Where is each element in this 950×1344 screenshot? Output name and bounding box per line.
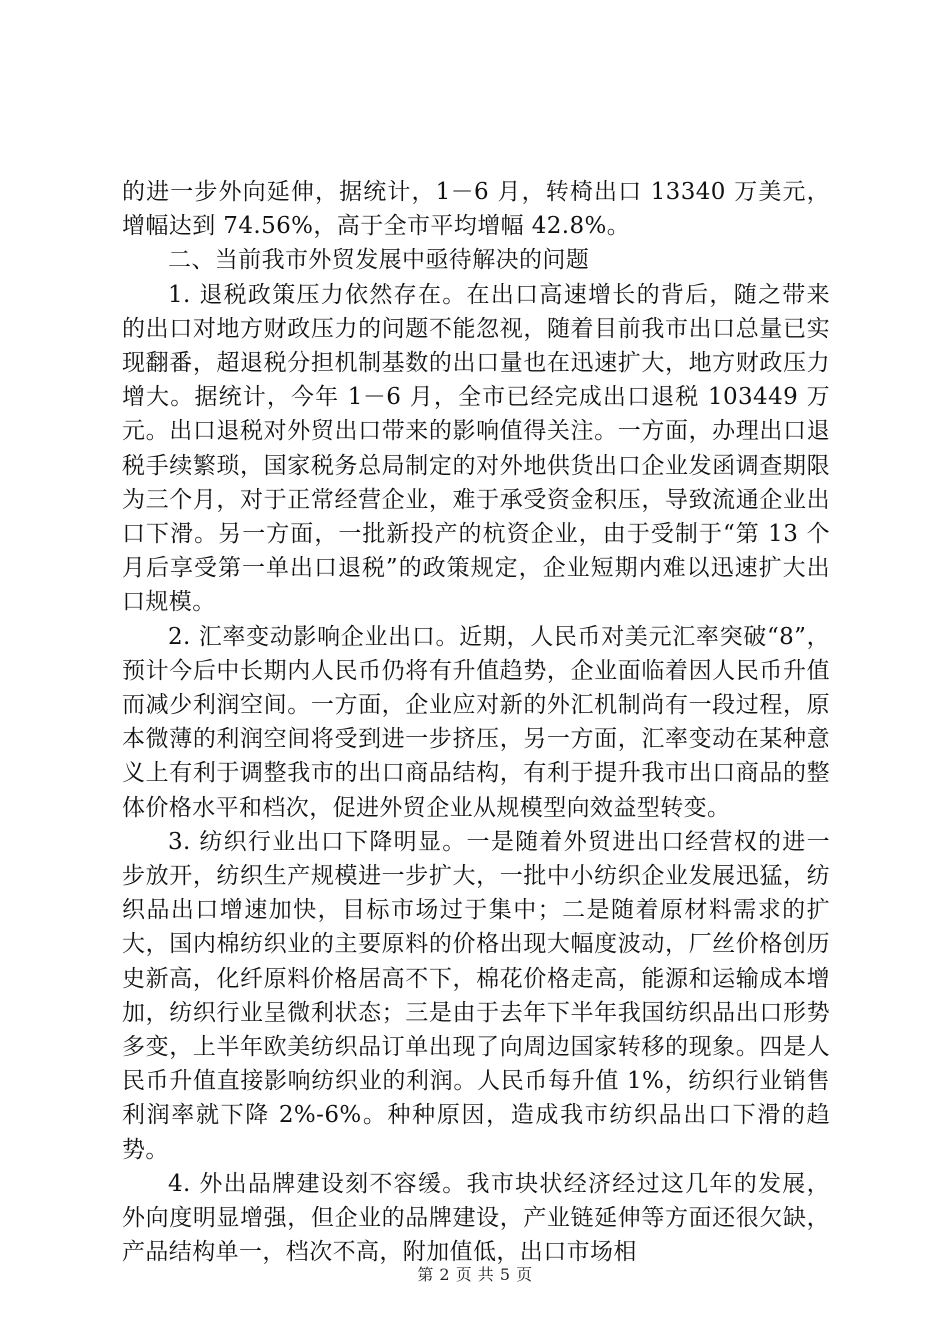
document-body bbox=[122, 175, 830, 1270]
paragraph-brand: 4. 外出品牌建设刻不容缓。我市块状经济经过这几年的发展，外向度明显增强，但企业的品牌建设，产业链延伸等方面还很欠缺，产品结构单一，档次不高，附加值低，出口市场相 bbox=[122, 1170, 830, 1266]
paragraph-tax-refund: 1. 退税政策压力依然存在。在出口高速增长的背后，随之带来的出口对地方财政压力的问题不能忽视，随着目前我市出口总量已实现翻番，超退税分担机制基数的出口量也在迅速扩大，地方财政压力增大。据统计，今年 1－6 月，全市已经完成出口退税 103449 万元。出口退税对外贸出口带来的影响值得关注。一方面，办理出口退税手续繁琐，国家税务总局制定的对外地供货出口企业发函调查期限为三个月，对于正常经营企业，难于承受资金积压，导致流通企业出口下滑。另一方面，一批新投产的杭资企业，由于受制于“第 13 个月后享受第一单出口退税”的政策规定，企业短期内难以迅速扩大出口规模。 bbox=[122, 281, 830, 616]
section-heading: 二、当前我市外贸发展中亟待解决的问题 bbox=[168, 247, 590, 274]
paragraph-continuation: 的进一步外向延伸，据统计，1－6 月，转椅出口 13340 万美元，增幅达到 74.56%，高于全市平均增幅 42.8%。 bbox=[122, 179, 830, 240]
page-number-footer: 第 2 页 共 5 页 bbox=[417, 1265, 533, 1284]
paragraph-exchange-rate: 2. 汇率变动影响企业出口。近期，人民币对美元汇率突破“8”，预计今后中长期内人民币仍将有升值趋势，企业面临着因人民币升值而减少利润空间。一方面，企业应对新的外汇机制尚有一段过程，原本微薄的利润空间将受到进一步挤压，另一方面，汇率变动在某种意义上有利于调整我市的出口商品结构，有利于提升我市出口商品的整体价格水平和档次，促进外贸企业从规模型向效益型转变。 bbox=[122, 623, 830, 821]
paragraph-textile: 3. 纺织行业出口下降明显。一是随着外贸进出口经营权的进一步放开，纺织生产规模进一步扩大，一批中小纺织企业发展迅猛，纺织品出口增速加快，目标市场过于集中；二是随着原材料需求的扩大，国内棉纺织业的主要原料的价格出现大幅度波动，厂丝价格创历史新高，化纤原料价格居高不下，棉花价格走高，能源和运输成本增加，纺织行业呈微利状态；三是由于去年下半年我国纺织品出口形势多变，上半年欧美纺织品订单出现了向周边国家转移的现象。四是人民币升值直接影响纺织业的利润。人民币每升值 1%，纺织行业销售利润率就下降 2%-6%。种种原因，造成我市纺织品出口下滑的趋势。 bbox=[122, 828, 830, 1163]
